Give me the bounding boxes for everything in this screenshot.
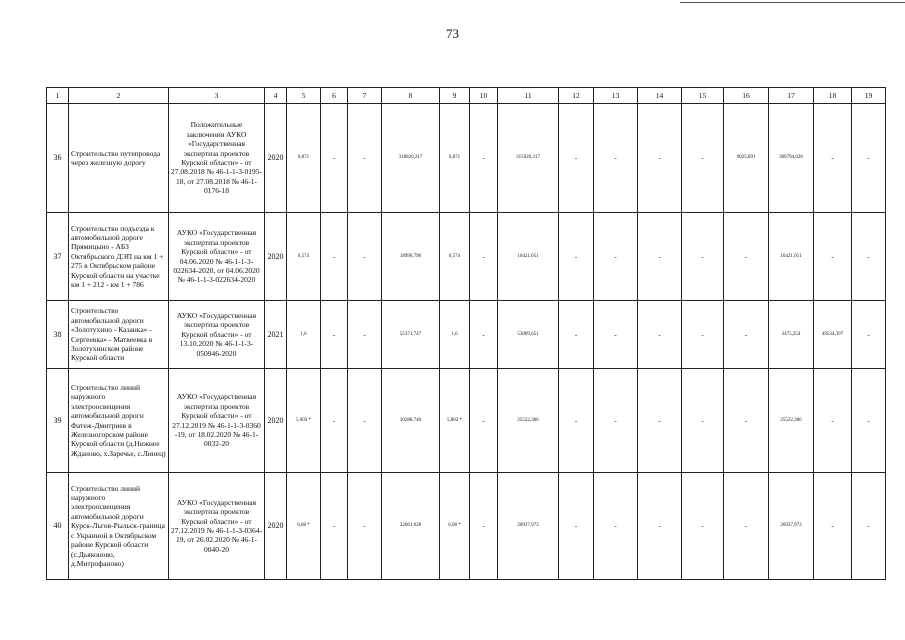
table-cell: 5,003 *	[287, 369, 321, 473]
table-cell: 306794,626	[769, 104, 814, 213]
table-cell: -	[638, 473, 682, 580]
row-number: 36	[47, 104, 69, 213]
column-header: 11	[498, 88, 559, 104]
table-cell: -	[638, 369, 682, 473]
column-header: 17	[769, 88, 814, 104]
table-cell: -	[814, 104, 852, 213]
table-cell: 6,08 *	[440, 473, 470, 580]
column-header: 6	[321, 88, 348, 104]
table-cell: -	[470, 301, 498, 369]
expertise-conclusion: АУКО «Государственная экспертиза проектов Курской области» - от 13.10.2020 № 46-1-1-3-050946-2020	[169, 301, 265, 369]
table-cell: -	[638, 301, 682, 369]
expertise-conclusion: АУКО «Государственная экспертиза проектов Курской области» - от 27.12.2019 № 46-1-1-3-0360 -19, от 18.02.2020 № 46-1-0032-20	[169, 369, 265, 473]
table-cell: -	[814, 213, 852, 301]
object-name: Строительство линий наружного электроосвещения автомобильной дороги Курск-Льгов-Рыльск-граница с Украиной в Октябрьском районе Курской области (с.Дьяконово, д.Митрофаново)	[69, 473, 169, 580]
object-name: Строительство подъезда к автомобильной дороге Прямицыно - АБЗ Октябрьского ДЭП на км 1 + 275 в Октябрьском районе Курской области на участке км 1 + 212 - км 1 + 786	[69, 213, 169, 301]
column-header: 3	[169, 88, 265, 104]
top-rule	[680, 2, 905, 3]
table-cell: 5,003 *	[440, 369, 470, 473]
table-cell: -	[682, 213, 724, 301]
table-cell: -	[638, 104, 682, 213]
column-header: 13	[594, 88, 638, 104]
table-cell: 318820,317	[382, 104, 440, 213]
table-cell: -	[470, 473, 498, 580]
table-cell: -	[559, 473, 594, 580]
table-cell: 25522,386	[769, 369, 814, 473]
table-cell: -	[594, 369, 638, 473]
table-cell: -	[594, 104, 638, 213]
column-header: 19	[852, 88, 886, 104]
table-cell: 26937,973	[498, 473, 559, 580]
column-header: 12	[559, 88, 594, 104]
table-cell: -	[348, 369, 382, 473]
year-cell: 2021	[265, 301, 287, 369]
data-table	[46, 87, 886, 580]
table-cell: 0,871	[440, 104, 470, 213]
table-cell: -	[348, 301, 382, 369]
column-header: 14	[638, 88, 682, 104]
table-cell: 0,574	[440, 213, 470, 301]
object-name: Строительство линий наружного электроосвещения автомобильной дороги Фатеж-Дмитриев в Железногорском районе Курской области (д.Нижнее Жданово, х.Заречье, с.Линец)	[69, 369, 169, 473]
table-cell: -	[814, 473, 852, 580]
table-cell: 315920,317	[498, 104, 559, 213]
table-cell: -	[724, 301, 769, 369]
table-cell: 6,08 *	[287, 473, 321, 580]
column-header: 18	[814, 88, 852, 104]
table-cell: -	[559, 213, 594, 301]
table-row	[47, 104, 886, 213]
table-cell: -	[594, 473, 638, 580]
table-cell: -	[638, 213, 682, 301]
table-cell: -	[321, 301, 348, 369]
table-cell: -	[559, 104, 594, 213]
column-header: 15	[682, 88, 724, 104]
table-cell: 16421,051	[498, 213, 559, 301]
table-cell: -	[594, 213, 638, 301]
table-cell: 25522,386	[498, 369, 559, 473]
table-cell: 32061,928	[382, 473, 440, 580]
column-header: 5	[287, 88, 321, 104]
table-cell: -	[682, 473, 724, 580]
table-cell: 55371,747	[382, 301, 440, 369]
table-cell: 0,871	[287, 104, 321, 213]
table-row	[47, 301, 886, 369]
table-cell: 9025,691	[724, 104, 769, 213]
row-number: 38	[47, 301, 69, 369]
header-row	[47, 88, 886, 104]
table-cell: 3475,254	[769, 301, 814, 369]
table-cell: -	[852, 301, 886, 369]
table-cell: -	[682, 301, 724, 369]
table-cell: -	[724, 213, 769, 301]
table-cell: 53009,651	[498, 301, 559, 369]
table-cell: 30288,740	[382, 369, 440, 473]
table-cell: -	[814, 369, 852, 473]
column-header: 4	[265, 88, 287, 104]
table-cell: -	[470, 104, 498, 213]
column-header: 1	[47, 88, 69, 104]
table-row	[47, 369, 886, 473]
table-row	[47, 473, 886, 580]
table-cell: -	[348, 213, 382, 301]
column-header: 9	[440, 88, 470, 104]
table-cell: -	[852, 473, 886, 580]
table-cell: 18990,796	[382, 213, 440, 301]
year-cell: 2020	[265, 104, 287, 213]
expertise-conclusion: АУКО «Государственная экспертиза проектов Курской области» - от 27.12.2019 № 46-1-1-3-0364-19, от 26.02.2020 № 46-1-0040-20	[169, 473, 265, 580]
page-number: 73	[446, 26, 459, 41]
table-cell: -	[852, 369, 886, 473]
expertise-conclusion: АУКО «Государственная экспертиза проектов Курской области» - от 04.06.2020 № 46-1-1-3-022634-2020, от 04.06.2020 № 46-1-1-3-022634-2020	[169, 213, 265, 301]
table-cell: -	[594, 301, 638, 369]
table-cell: -	[724, 473, 769, 580]
table-cell: 49534,397	[814, 301, 852, 369]
column-header: 16	[724, 88, 769, 104]
row-number: 37	[47, 213, 69, 301]
row-number: 40	[47, 473, 69, 580]
table-cell: -	[321, 369, 348, 473]
table-row	[47, 213, 886, 301]
table-cell: -	[682, 369, 724, 473]
column-header: 8	[382, 88, 440, 104]
year-cell: 2020	[265, 369, 287, 473]
table-cell: -	[852, 104, 886, 213]
row-number: 39	[47, 369, 69, 473]
table-cell: -	[348, 473, 382, 580]
year-cell: 2020	[265, 213, 287, 301]
table-cell: -	[470, 369, 498, 473]
table-cell: 0,574	[287, 213, 321, 301]
column-header: 10	[470, 88, 498, 104]
expertise-conclusion: Положительные заключения АУКО «Государственная экспертиза проектов Курской области» - от 27.08.2018 № 46-1-1-3-0195-18, от 27.08.2018 № 46-1-0176-18	[169, 104, 265, 213]
table-cell: -	[682, 104, 724, 213]
object-name: Строительство путепровода через железную дорогу	[69, 104, 169, 213]
table-cell: -	[321, 104, 348, 213]
column-header: 2	[69, 88, 169, 104]
table-cell: -	[559, 369, 594, 473]
table-cell: -	[470, 213, 498, 301]
object-name: Строительство автомобильной дороги «Золотухино - Казанка» - Сергеевка» - Матвеевка в Золотухинском районе Курской области	[69, 301, 169, 369]
table-cell: 1,6	[287, 301, 321, 369]
table-cell: -	[321, 473, 348, 580]
year-cell: 2020	[265, 473, 287, 580]
table-cell: -	[852, 213, 886, 301]
column-header: 7	[348, 88, 382, 104]
table-cell: -	[321, 213, 348, 301]
table-cell: -	[348, 104, 382, 213]
table-cell: 1,6	[440, 301, 470, 369]
table-cell: 16421,051	[769, 213, 814, 301]
table-cell: 26937,973	[769, 473, 814, 580]
table-cell: -	[724, 369, 769, 473]
table-cell: -	[559, 301, 594, 369]
